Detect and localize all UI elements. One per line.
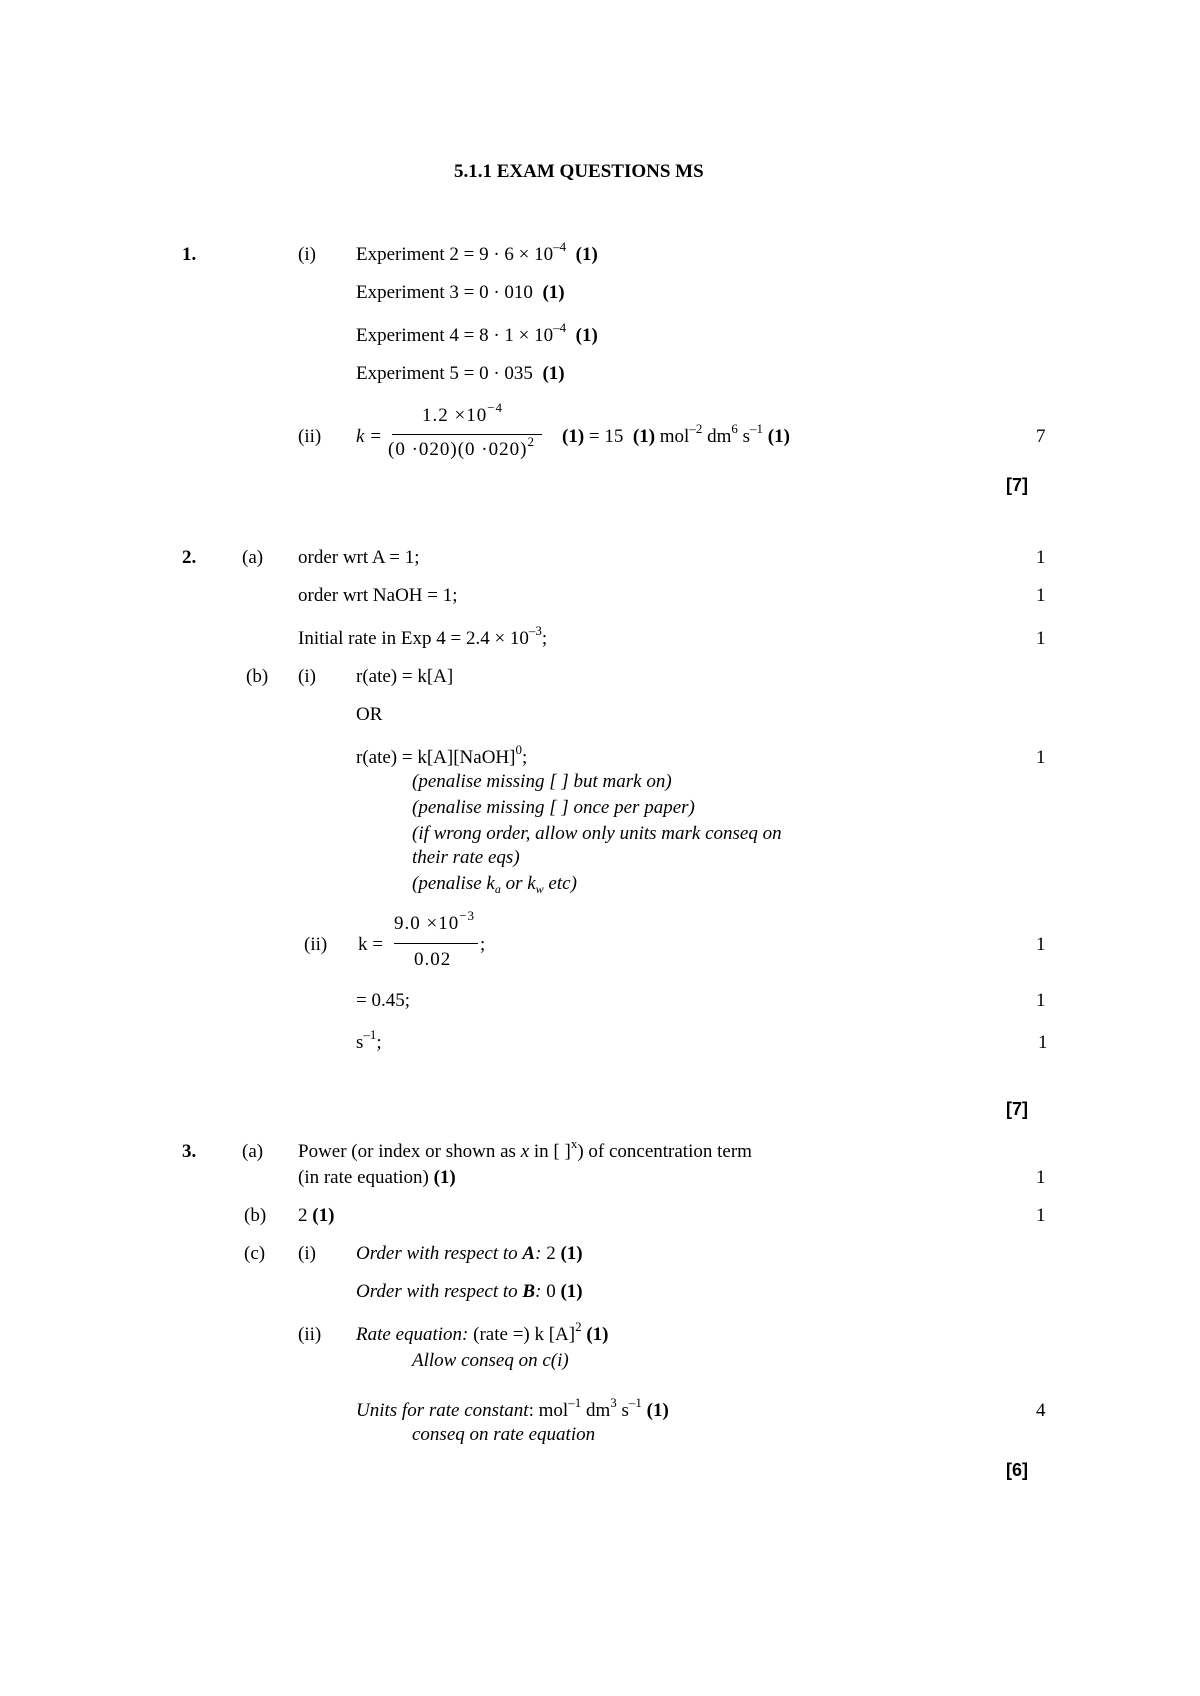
q1-exp4-exponent: –4	[553, 320, 567, 335]
q2-note5-mid: or k	[500, 873, 536, 894]
q3-units-s: s	[616, 1400, 629, 1421]
q2-total: [7]	[1006, 1099, 1028, 1119]
q2-b-rate1: r(ate) = k[A]	[356, 666, 454, 687]
q2-k-fraction	[394, 908, 494, 974]
q2-note5-sub-w: w	[535, 882, 544, 896]
q2-note4: their rate eqs)	[412, 847, 520, 868]
q2-note5-pre: (penalise k	[412, 873, 495, 894]
q1-exp2-exponent: –4	[553, 239, 567, 254]
q3-order-b-mark: (1)	[560, 1281, 583, 1302]
q2-a-line3-exponent: –3	[528, 623, 542, 638]
q2-k-value-mark: 1	[1036, 990, 1046, 1011]
q3-part-c-ii-label: (ii)	[298, 1324, 322, 1345]
q3-a-line2	[298, 1168, 456, 1187]
q2-note5-sub-a: a	[494, 882, 501, 896]
q2-a-line1: order wrt A = 1;	[298, 547, 420, 568]
q2-k-unit	[356, 1027, 382, 1053]
q1-experiment-2	[356, 239, 598, 265]
q1-k-mark2: (1)	[632, 426, 656, 447]
q3-b-text: 2	[298, 1205, 308, 1226]
q3-rate-eq-mark: (1)	[586, 1324, 609, 1345]
q2-note5	[412, 873, 577, 896]
q2-k-mark: 1	[1036, 934, 1046, 955]
q1-total: [7]	[1006, 475, 1028, 495]
question-1-number: 1.	[182, 244, 197, 265]
q3-a-line1-mid: in [ ]	[529, 1141, 571, 1162]
q3-units-dm-exp: 3	[610, 1395, 617, 1410]
q3-a-line1-pre: Power (or index or shown as	[298, 1141, 521, 1162]
q1-exp2-text: Experiment 2 = 9 · 6 × 10	[356, 244, 554, 265]
q1-k-eq: = 15	[588, 426, 624, 447]
q2-a-line3-end: ;	[541, 628, 548, 649]
q3-units	[356, 1395, 669, 1421]
q2-k-num-exponent: −3	[459, 908, 476, 923]
q3-units-dm: dm	[581, 1400, 611, 1421]
q2-k-denominator: 0.02	[414, 949, 452, 970]
q1-part-ii-label: (ii)	[298, 426, 322, 447]
q1-k-den-text: (0 ·020)(0 ·020)	[388, 439, 528, 460]
q3-order-a-pre: Order with respect to	[356, 1243, 523, 1264]
q1-k-fraction	[388, 400, 548, 470]
q3-b-mark: (1)	[312, 1205, 335, 1226]
q3-a-line2-mark: (1)	[433, 1167, 456, 1188]
q3-units-marks: 4	[1036, 1400, 1046, 1421]
q2-a-line2-mark: 1	[1036, 585, 1046, 606]
q1-k-fraction-bar	[392, 434, 542, 435]
q1-k-numerator	[422, 400, 504, 426]
q2-k-unit-mark: 1	[1038, 1032, 1048, 1053]
q1-k-num-exponent: −4	[487, 400, 504, 415]
q2-k-value: = 0.45;	[356, 990, 410, 1011]
q1-exp2-mark: (1)	[575, 244, 598, 265]
q3-rate-equation	[356, 1319, 609, 1345]
q2-part-b-label: (b)	[246, 666, 269, 687]
q1-k-result	[562, 421, 790, 447]
q1-k-unit-s-exp: –1	[750, 421, 764, 436]
q2-note1: (penalise missing [ ] but mark on)	[412, 771, 672, 792]
q3-units-mol: : mol	[528, 1400, 569, 1421]
q3-units-s-exp: –1	[628, 1395, 642, 1410]
q2-b-rate2-mark: 1	[1036, 747, 1046, 768]
q2-b-rate2-exponent: 0	[515, 742, 522, 757]
q1-exp3-text: Experiment 3 = 0 · 010	[356, 282, 533, 303]
q1-k-mark3: (1)	[767, 426, 790, 447]
q3-part-b-label: (b)	[244, 1205, 267, 1226]
q3-order-a-mark: (1)	[560, 1243, 583, 1264]
q3-order-b-value: 0	[546, 1281, 556, 1302]
q2-a-line3-text: Initial rate in Exp 4 = 2.4 × 10	[298, 628, 529, 649]
q1-k-unit-dm-exp: 6	[731, 421, 738, 436]
q2-k-label: k =	[358, 934, 383, 955]
q1-k-unit-s: s	[742, 426, 751, 447]
q1-experiment-3	[356, 283, 565, 302]
q3-part-c-i-label: (i)	[298, 1243, 316, 1264]
q3-order-b-post: :	[535, 1281, 547, 1302]
q3-a-line2-text: (in rate equation)	[298, 1167, 429, 1188]
q2-a-line3-mark: 1	[1036, 628, 1046, 649]
q2-k-unit-s: s	[356, 1032, 364, 1053]
q2-a-line3	[298, 623, 548, 649]
q3-b-answer	[298, 1206, 334, 1225]
q3-part-c-label: (c)	[244, 1243, 266, 1264]
page-title: 5.1.1 EXAM QUESTIONS MS	[454, 161, 704, 182]
q3-rate-eq-text: (rate =) k [A]	[468, 1324, 576, 1345]
q3-a-line1-post: ) of concentration term	[577, 1141, 752, 1162]
q3-total: [6]	[1006, 1460, 1028, 1480]
q2-part-a-label: (a)	[242, 547, 264, 568]
q1-exp4-text: Experiment 4 = 8 · 1 × 10	[356, 325, 554, 346]
q1-marks: 7	[1036, 426, 1046, 447]
q2-b-rate2-end: ;	[521, 747, 528, 768]
q2-a-line1-mark: 1	[1036, 547, 1046, 568]
q1-k-unit-dm: dm	[707, 426, 732, 447]
q1-k-label: k =	[356, 426, 383, 447]
q1-exp5-text: Experiment 5 = 0 · 035	[356, 363, 533, 384]
q2-b-rate2	[356, 742, 528, 768]
q3-order-a-post: :	[535, 1243, 547, 1264]
q1-experiment-4	[356, 320, 598, 346]
q3-b-marks: 1	[1036, 1205, 1046, 1226]
q3-rate-eq-exponent: 2	[575, 1319, 582, 1334]
q1-exp4-mark: (1)	[575, 325, 598, 346]
q1-exp3-mark: (1)	[542, 282, 565, 303]
question-3-number: 3.	[182, 1141, 197, 1162]
q3-rate-eq-label: Rate equation:	[356, 1324, 469, 1345]
q1-k-num-text: 1.2 ×10	[422, 405, 488, 426]
q1-part-i-label: (i)	[298, 244, 316, 265]
q3-part-a-label: (a)	[242, 1141, 264, 1162]
q2-b-rate2-text: r(ate) = k[A][NaOH]	[356, 747, 516, 768]
q2-k-unit-end: ;	[376, 1032, 382, 1053]
q2-part-b-ii-label: (ii)	[304, 934, 328, 955]
q3-order-a-value: 2	[546, 1243, 556, 1264]
q3-units-label: Units for rate constant	[356, 1400, 529, 1421]
q2-note5-post: etc)	[543, 873, 577, 894]
q2-a-line2: order wrt NaOH = 1;	[298, 585, 458, 606]
q3-order-b	[356, 1282, 583, 1301]
q1-k-unit-mol-exp: –2	[689, 421, 703, 436]
q3-units-note: conseq on rate equation	[412, 1424, 596, 1445]
q1-k-den-exponent: 2	[527, 434, 535, 449]
q3-order-b-symbol: B	[522, 1281, 536, 1302]
q2-part-b-i-label: (i)	[298, 666, 316, 687]
q1-k-unit-mol: mol	[659, 426, 690, 447]
q3-order-a-symbol: A	[522, 1243, 536, 1264]
q3-a-line1-x: x	[520, 1141, 530, 1162]
q2-note3: (if wrong order, allow only units mark conseq on	[412, 823, 782, 844]
q1-k-mark1: (1)	[562, 426, 585, 447]
q3-a-marks: 1	[1036, 1167, 1046, 1188]
q2-k-num-text: 9.0 ×10	[394, 913, 460, 934]
q3-units-mark: (1)	[646, 1400, 669, 1421]
q3-allow-note: Allow conseq on c(i)	[412, 1350, 569, 1371]
q2-b-or: OR	[356, 704, 383, 725]
q2-k-fraction-bar	[394, 943, 478, 944]
q2-k-numerator	[394, 908, 476, 934]
q1-k-denominator	[388, 434, 535, 460]
question-2-number: 2.	[182, 547, 197, 568]
q1-exp5-mark: (1)	[542, 363, 565, 384]
q2-note2: (penalise missing [ ] once per paper)	[412, 797, 695, 818]
q3-a-line1	[298, 1136, 752, 1162]
q3-order-b-pre: Order with respect to	[356, 1281, 523, 1302]
q2-k-semicolon: ;	[480, 934, 486, 955]
q3-order-a	[356, 1244, 583, 1263]
q3-a-line1-exponent: x	[570, 1136, 578, 1151]
q1-experiment-5	[356, 364, 565, 383]
q2-k-unit-exponent: –1	[363, 1027, 377, 1042]
q3-units-mol-exp: –1	[568, 1395, 582, 1410]
